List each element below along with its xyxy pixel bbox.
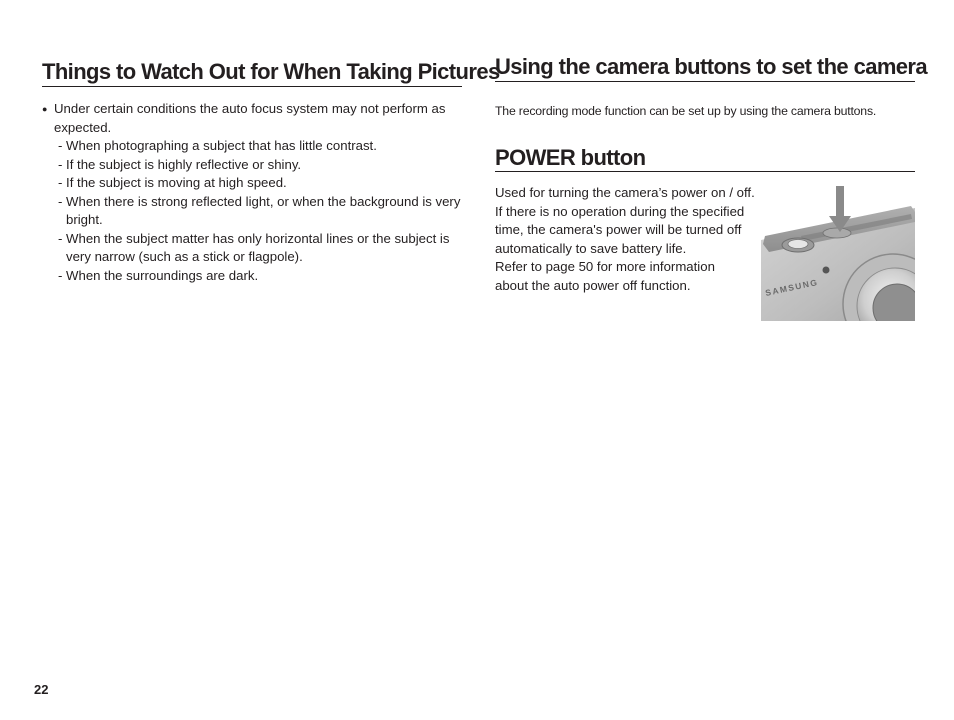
autofocus-caution-list — [42, 100, 472, 285]
description-line: Used for turning the camera’s power on / off. — [495, 185, 755, 200]
description-line: automatically to save battery life. — [495, 240, 687, 256]
list-item: - When the subject matter has only horizontal lines or the subject is very narrow (such as a stick or flagpole). — [58, 230, 450, 264]
list-item: - When there is strong reflected light, or when the background is very bright. — [58, 193, 461, 227]
list-item: - When the surroundings are dark. — [58, 267, 259, 283]
list-item: - If the subject is highly reflective or shiny. — [58, 156, 302, 172]
bullet-icon: ● — [42, 104, 48, 114]
power-button-description — [495, 184, 780, 295]
list-item: - If the subject is moving at high speed. — [58, 175, 287, 190]
description-line: about the auto power off function. — [495, 277, 691, 293]
shutter-button — [823, 228, 851, 238]
description-line: If there is no operation during the specified — [495, 203, 745, 219]
section-title-power-button: POWER button — [495, 146, 915, 172]
bullet-text: Under certain conditions the auto focus system may not perform as expected. — [54, 101, 446, 135]
section-title-things-to-watch: Things to Watch Out for When Taking Pictures — [42, 60, 462, 87]
list-item: - When photographing a subject that has little contrast. — [58, 138, 377, 153]
page-number: 22 — [34, 682, 49, 697]
camera-power-button-illustration — [761, 178, 915, 321]
description-line: Refer to page 50 for more information — [495, 259, 715, 274]
camera-brand-logo: SAMSUNG — [764, 276, 820, 298]
arrow-shaft — [836, 186, 844, 218]
list-item — [42, 100, 472, 137]
description-line: time, the camera's power will be turned off — [495, 222, 742, 237]
section-title-camera-buttons: Using the camera buttons to set the camera — [495, 55, 915, 82]
intro-text: The recording mode function can be set up by using the camera buttons. — [495, 104, 877, 118]
power-button — [788, 240, 808, 249]
indicator-dot-icon — [823, 267, 830, 274]
